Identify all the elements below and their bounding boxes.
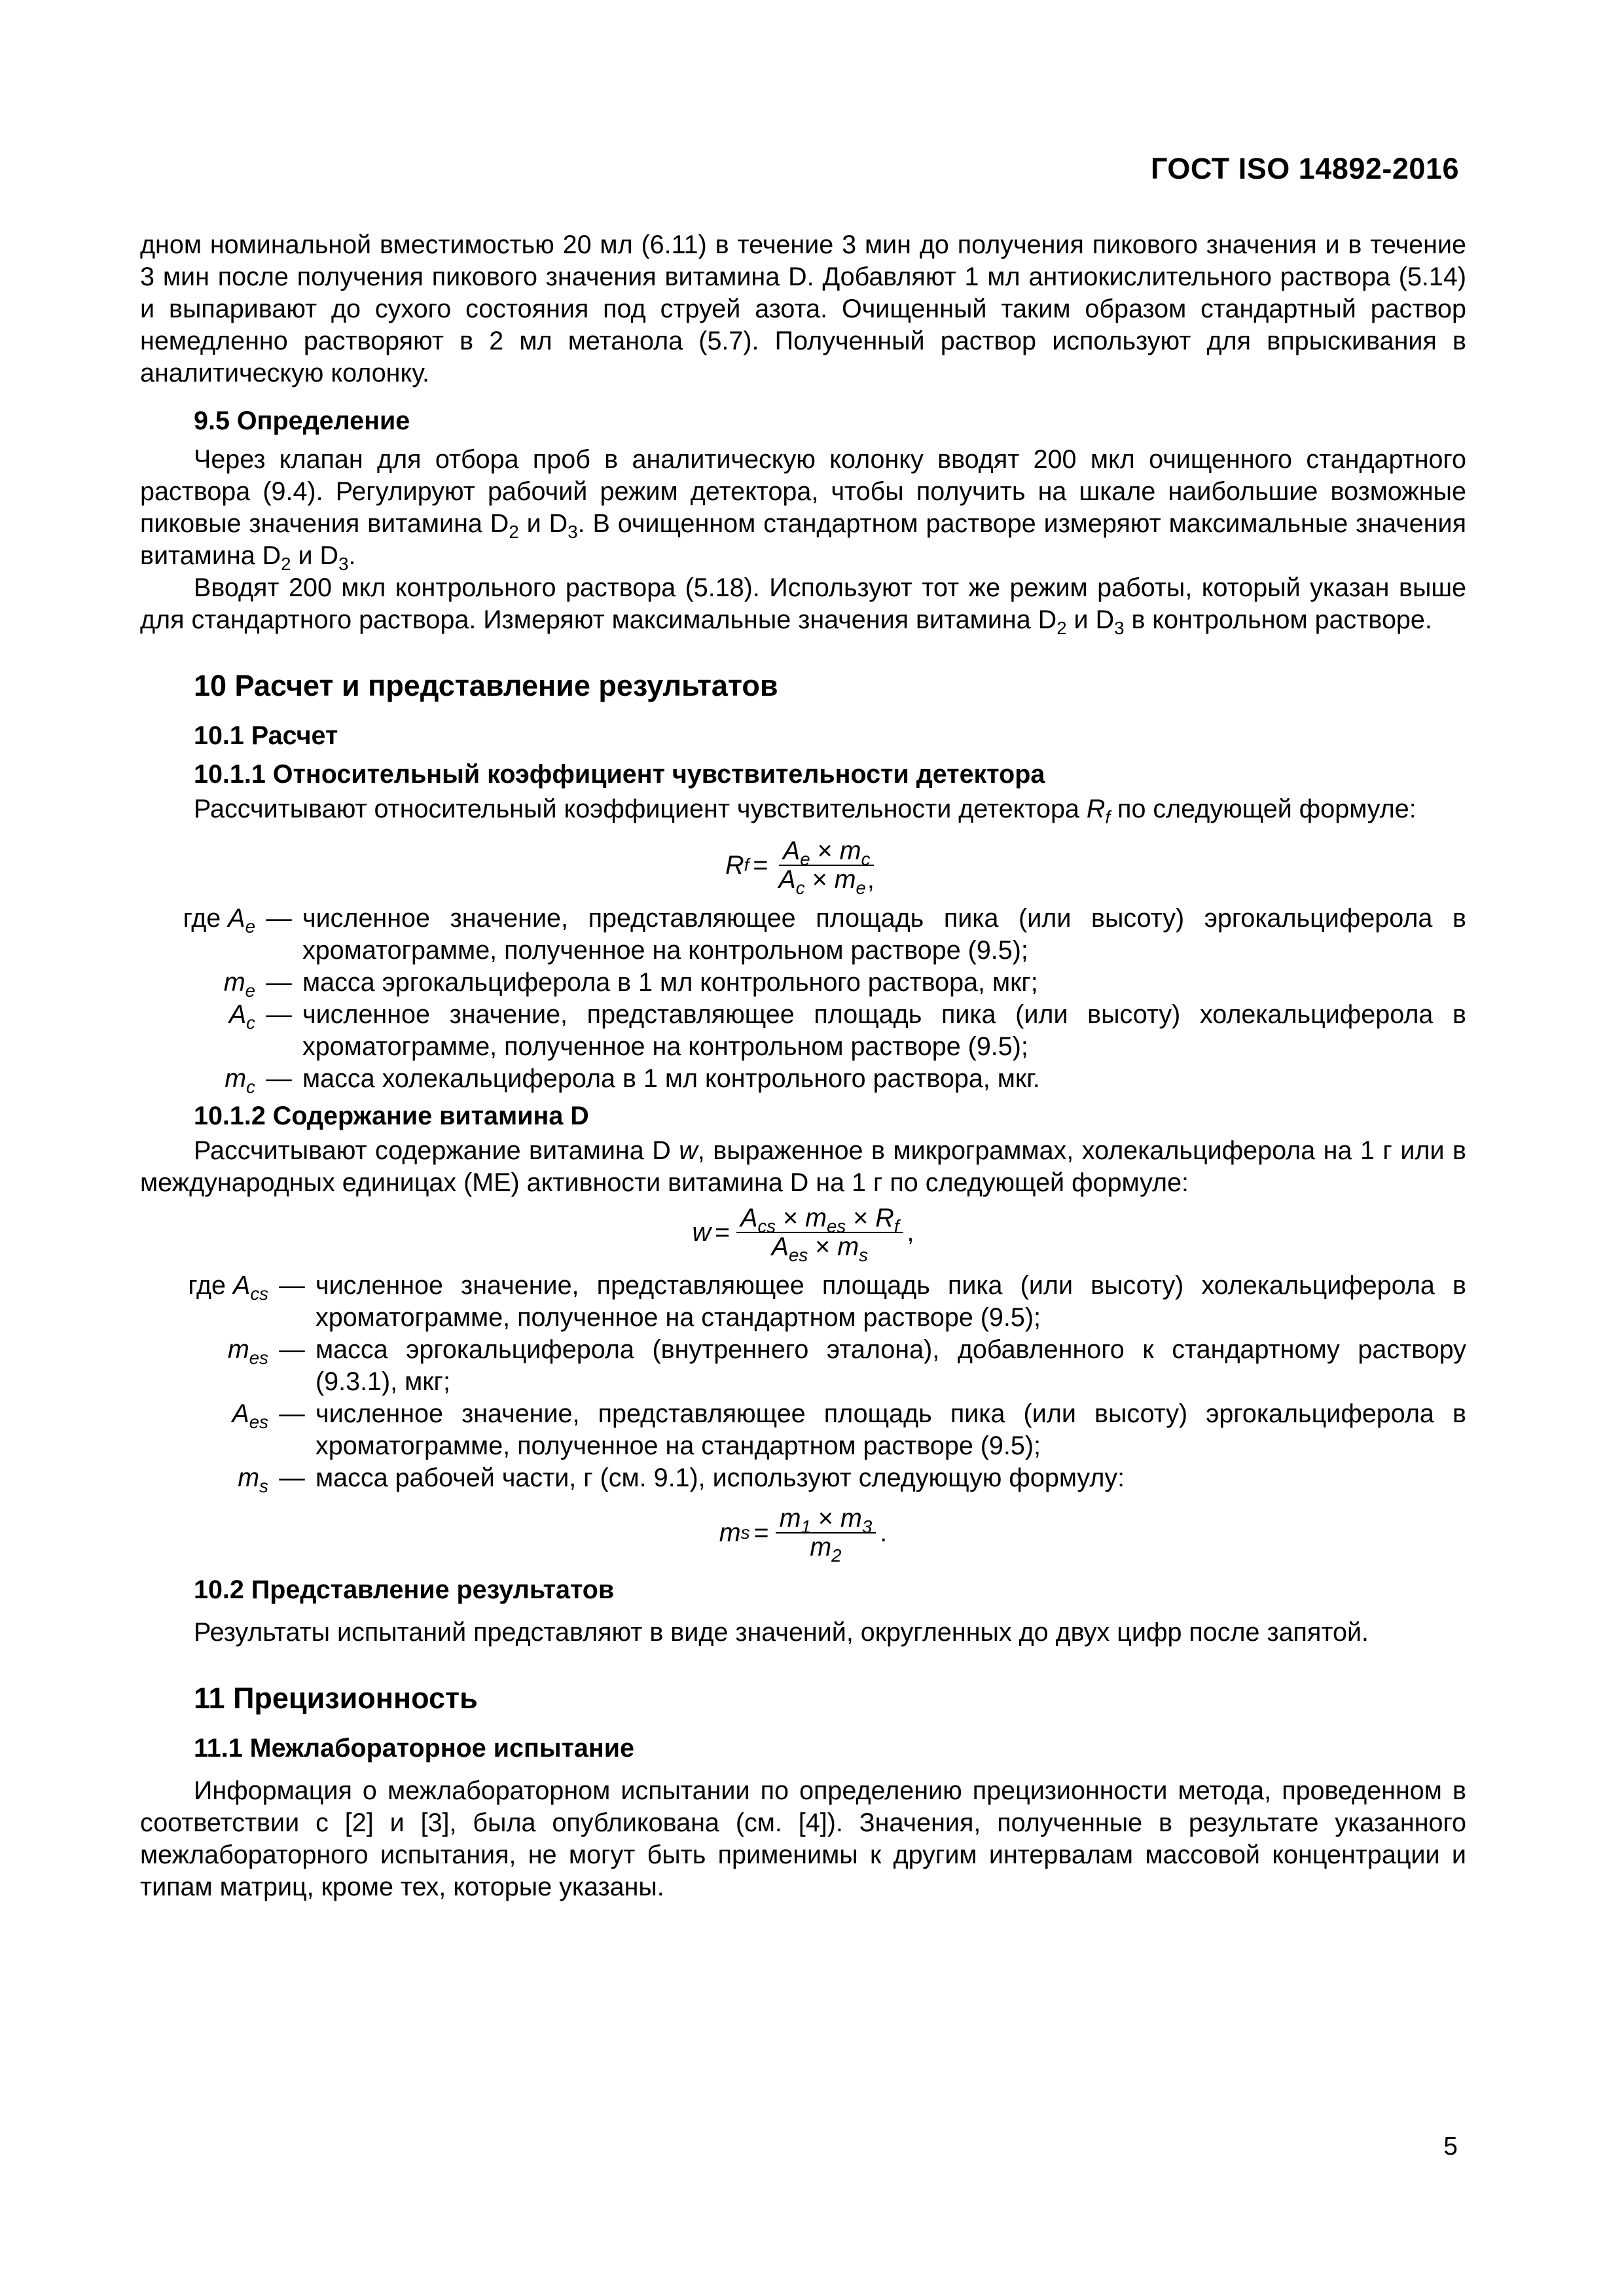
page-content [140, 229, 1466, 1903]
section-10-2-paragraph: Результаты испытаний представляют в виде значений, округленных до двух цифр после запятой. [194, 1618, 1369, 1647]
definition-item: $A_{es}$ — численное значение, представляющее площадь пика (или высоту) эргокальциферола в хроматограмме, полученное на стандартном растворе (9.5); [232, 1399, 1466, 1460]
formula-ms-fraction: $\frac{m_1 \times m_3}{m_2}$ [776, 1505, 876, 1561]
page-number: 5 [1443, 2132, 1458, 2161]
formula-rf: R f = $\frac{A_e \times m_c}{A_c \times m_e,}$ [140, 837, 1466, 893]
section-9-5-title: 9.5 Определение [194, 406, 410, 435]
definition-item: $m_{es}$ — масса эргокальциферола (внутреннего эталона), добавленного к стандартному раствору (9.3.1), мкг; [227, 1335, 1466, 1396]
definition-item: где $A_{cs}$ — численное значение, представляющее площадь пика (или высоту) холекальциферола в хроматограмме, полученное на стандартном растворе (9.5); [188, 1271, 1466, 1332]
section-10-1-1-paragraph: Рассчитывают относительный коэффициент чувствительности детектора $R_f$ по следующей формуле: [194, 795, 1416, 827]
definitions-w [140, 1270, 1466, 1494]
formula-w: w = $\frac{A_{cs} \times m_{es} \times R_f}{A_{es} \times m_s}$ , [692, 1204, 914, 1265]
section-11-1-title: 11.1 Межлабораторное испытание [194, 1734, 634, 1763]
formula-w-fraction: $\frac{A_{cs} \times m_{es} \times R_f}{A_{es} \times m_s}$ [736, 1204, 903, 1261]
section-10-1-title: 10.1 Расчет [194, 721, 338, 750]
definition-item: $m_s$ — масса рабочей части, г (см. 9.1), используют следующую формулу: [238, 1463, 1125, 1496]
section-10-title: 10 Расчет и представление результатов [194, 669, 778, 702]
section-10-2-title: 10.2 Представление результатов [194, 1575, 615, 1604]
document-header: ГОСТ ISO 14892-2016 [1150, 152, 1459, 185]
section-11-1-paragraph: Информация о межлабораторном испытании по определению прецизионности метода, проведенном в соответствии с [2] и [3], была опубликована (см. [4]). Значения, полученные в результате указанного межлабораторного испытания, не могут быть применимы к другим интервалам массовой концентрации и типам матриц, кроме тех, которые указаны. [140, 1776, 1466, 1901]
definition-item: $m_e$ — масса эргокальциферола в 1 мл контрольного раствора, мкг; [223, 968, 1038, 1001]
section-9-5-paragraph-2: Вводят 200 мкл контрольного раствора (5.18). Используют тот же режим работы, который указан выше для стандартного раствора. Измеряют максимальные значения витамина $D_2$ и $D_3$ в контрольном растворе. [140, 573, 1466, 638]
intro-paragraph: дном номинальной вместимостью 20 мл (6.11) в течение 3 мин до получения пикового значения и в течение 3 мин после получения пикового значения витамина D. Добавляют 1 мл антиокислительного раствора (5.14) и выпаривают до сухого состояния под струей азота. Очищенный таким образом стандартный раствор немедленно растворяют в 2 мл метанола (5.7). Полученный раствор используют для впрыскивания в аналитическую колонку. [140, 230, 1466, 387]
section-10-1-1-title: 10.1.1 Относительный коэффициент чувствительности детектора [194, 760, 1045, 789]
definition-item: где $A_e$ — численное значение, представляющее площадь пика (или высоту) эргокальциферола в хроматограмме, полученное на контрольном растворе (9.5); [183, 904, 1466, 965]
section-10-1-2-title: 10.1.2 Содержание витамина D [194, 1102, 589, 1130]
definition-item: $A_c$ — численное значение, представляющее площадь пика (или высоту) холекальциферола в хроматограмме, полученное на контрольном растворе (9.5); [228, 1000, 1466, 1061]
definition-item: $m_c$ — масса холекальциферола в 1 мл контрольного раствора, мкг. [225, 1064, 1040, 1097]
section-9-5-paragraph-1: Через клапан для отбора проб в аналитическую колонку вводят 200 мкл очищенного стандартного раствора (9.4). Регулируют рабочий режим детектора, чтобы получить на шкале наибольшие возможные пиковые значения витамина $D_2$ и $D_3$. В очищенном стандартном растворе измеряют максимальные значения витамина $D_2$ и $D_3$. [140, 445, 1466, 574]
formula-rf-fraction: $\frac{A_e \times m_c}{A_c \times m_e,}$ [778, 836, 875, 898]
definitions-rf [140, 903, 1466, 1095]
formula-ms: m s = $\frac{m_1 \times m_3}{m_2}$ . [719, 1504, 888, 1566]
section-11-title: 11 Прецизионность [194, 1681, 478, 1715]
section-10-1-2-paragraph: Рассчитывают содержание витамина D w, выраженное в микрограммах, холекальциферола на 1 г или в международных единицах (МЕ) активности витамина D на 1 г по следующей формуле: [140, 1136, 1466, 1197]
